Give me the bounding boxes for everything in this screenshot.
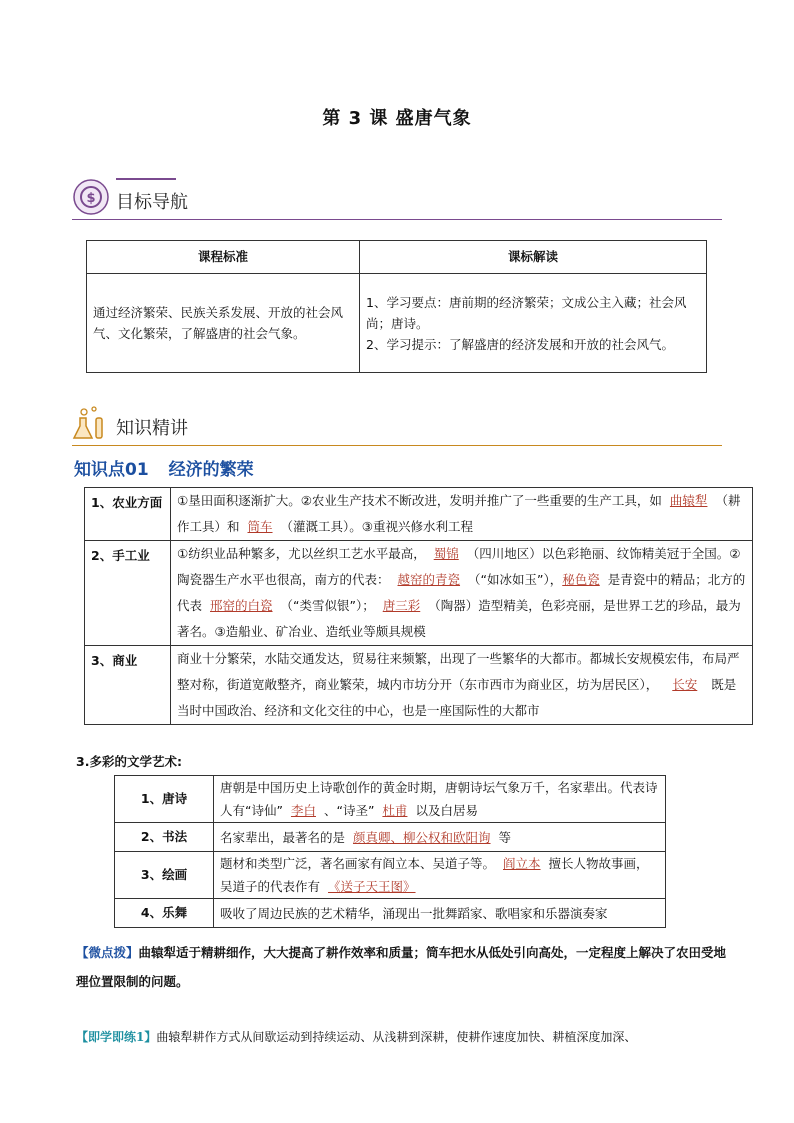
practice-tag: 【即学即练1】 (76, 1030, 157, 1044)
section-goal-header (72, 176, 722, 220)
table-row (85, 488, 753, 541)
section-goal-label: 目标导航 (116, 192, 188, 213)
answer-fill: 李白 (290, 803, 316, 818)
answer-fill: 筒车 (247, 519, 273, 534)
answer-fill: 杜甫 (382, 803, 408, 818)
row-category: 1、农业方面 (85, 488, 171, 541)
practice-text: 曲辕犁耕作方式从间歇运动到持续运动、从浅耕到深耕，使耕作速度加快、耕植深度加深、 (156, 1030, 637, 1044)
svg-text:$: $ (86, 191, 96, 206)
row-content: ①纺织业品种繁多，尤以丝织工艺水平最高， 蜀锦 （四川地区）以色彩艳丽、纹饰精美冠于全国。②陶瓷器生产水平也很高，南方的代表： 越窑的青瓷 （“如冰如玉”），秘色瓷 是青瓷中的精品；北方的代表 邢窑的白瓷 （“类雪似银”）； 唐三彩 （陶器）造型精美，色彩亮丽，是世界工艺的珍品，最为著名。③造船业、矿冶业、造纸业等颇具规模 (171, 541, 753, 646)
goal-header-standard: 课程标准 (87, 241, 360, 274)
section-knowledge-header (72, 402, 722, 446)
row-content: ①垦田面积逐渐扩大。②农业生产技术不断改进，发明并推广了一些重要的生产工具，如 曲辕犁 （耕作工具）和 筒车 （灌溉工具）。③重视兴修水利工程 (171, 488, 753, 541)
answer-fill: 长安 (672, 677, 698, 692)
table-row (115, 823, 666, 852)
row-content: 吸收了周边民族的艺术精华，涌现出一批舞蹈家、歌唱家和乐器演奏家 (214, 899, 666, 928)
row-content: 商业十分繁荣，水陆交通发达，贸易往来频繁，出现了一些繁华的大都市。都城长安规模宏伟，布局严整对称，街道宽敞整齐，商业繁荣，城内市坊分开（东市西市为商业区，坊为居民区）， 长安 既是当时中国政治、经济和文化交往的中心，也是一座国际性的大都市 (171, 646, 753, 725)
table-row (115, 776, 666, 823)
goal-header-reading: 课标解读 (360, 241, 707, 274)
tip-note (76, 938, 736, 996)
answer-fill: 颜真卿、柳公权和欧阳询 (353, 829, 491, 845)
header-overline (116, 178, 176, 180)
tip-tag: 【微点拨】 (76, 945, 139, 960)
table-row (115, 899, 666, 928)
table-row (85, 646, 753, 725)
goal-standard-text: 通过经济繁荣、民族关系发展、开放的社会风气、文化繁荣，了解盛唐的社会气象。 (87, 274, 360, 373)
answer-fill: 阎立本 (503, 856, 541, 871)
practice-question (76, 1028, 736, 1045)
lab-flask-icon (72, 404, 110, 442)
answer-fill: 蜀锦 (433, 546, 459, 561)
row-category: 1、唐诗 (115, 776, 214, 823)
header-rule (72, 219, 722, 221)
answer-fill: 越窑的青瓷 (397, 572, 461, 587)
row-content: 名家辈出，最著名的是 颜真卿、柳公权和欧阳询 等 (214, 823, 666, 852)
tip-text: 曲辕犁适于精耕细作，大大提高了耕作效率和质量；筒车把水从低处引向高处，一定程度上解决了农田受地理位置限制的问题。 (76, 945, 727, 989)
row-content: 题材和类型广泛，著名画家有阎立本、吴道子等。 阎立本 擅长人物故事画，吴道子的代表作有 《送子天王图》 (214, 852, 666, 899)
row-content: 唐朝是中国历史上诗歌创作的黄金时期，唐朝诗坛气象万千，名家辈出。代表诗人有“诗仙” 李白 、“诗圣” 杜甫 以及白居易 (214, 776, 666, 823)
target-badge-icon (72, 178, 110, 216)
row-category: 4、乐舞 (115, 899, 214, 928)
goal-table (86, 240, 707, 373)
answer-fill: 唐三彩 (382, 598, 421, 613)
answer-fill: 《送子天王图》 (328, 879, 416, 894)
row-category: 3、商业 (85, 646, 171, 725)
section-knowledge-label: 知识精讲 (116, 418, 188, 439)
arts-heading: 3.多彩的文学艺术: (76, 754, 182, 769)
header-rule (72, 445, 722, 447)
row-category: 2、书法 (115, 823, 214, 852)
answer-fill: 曲辕犁 (669, 493, 708, 508)
row-category: 3、绘画 (115, 852, 214, 899)
row-category: 2、手工业 (85, 541, 171, 646)
knowledge-point-number: 知识点01 (74, 460, 149, 480)
table-row (85, 541, 753, 646)
arts-table (114, 775, 666, 928)
goal-reading-line1: 1、学习要点：唐前期的经济繁荣；文成公主入藏；社会风尚；唐诗。 (366, 294, 687, 331)
economy-table (84, 487, 753, 725)
goal-reading-cell (360, 274, 707, 373)
answer-fill: 秘色瓷 (562, 572, 600, 587)
table-row (115, 852, 666, 899)
knowledge-point-name: 经济的繁荣 (168, 460, 254, 480)
answer-fill: 邢窑的白瓷 (210, 598, 273, 613)
knowledge-point-title (74, 455, 254, 480)
page-title: 第 3 课 盛唐气象 (322, 108, 472, 129)
goal-reading-line2: 2、学习提示：了解盛唐的经济发展和开放的社会风气。 (366, 336, 674, 352)
